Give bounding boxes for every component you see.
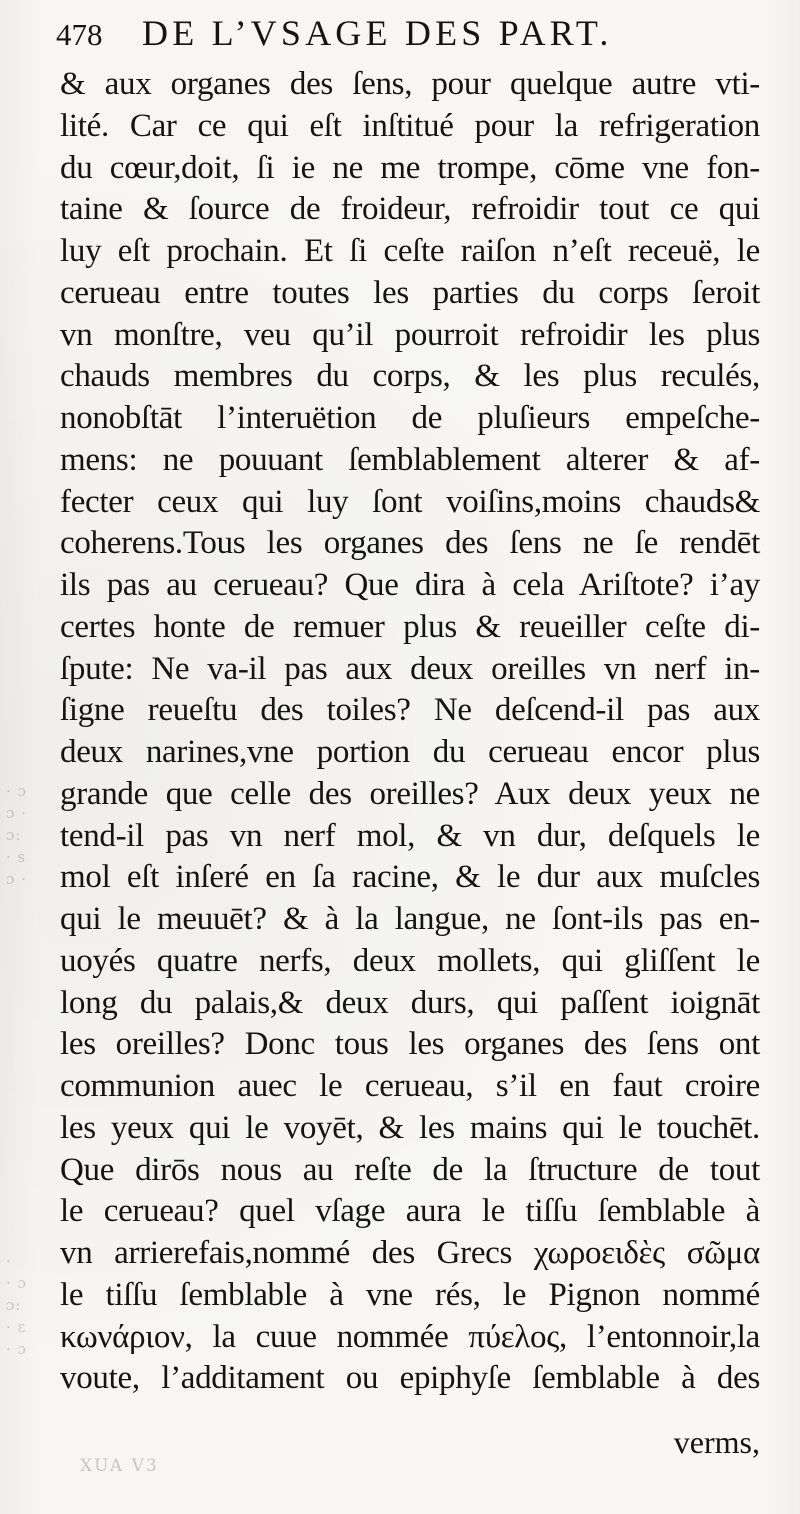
text-line: mens: ne pouuant ſemblablement alterer & af-: [60, 441, 760, 478]
page-header: [56, 12, 736, 58]
text-line: luy eſt prochain. Et ſi ceſte raiſon n’eſt receuë, le: [60, 233, 760, 269]
left-margin-bleed-through-lower: [6, 1250, 46, 1360]
text-line: lité. Car ce qui eſt inſtitué pour la refrigeration: [60, 107, 760, 144]
bleed-through-ghost-text: XUA V3: [80, 1456, 159, 1476]
bleed-mark: ·: [6, 1252, 12, 1270]
text-line: mol eſt inſeré en ſa racine, & le dur aux muſcles: [60, 859, 760, 896]
text-line: les yeux qui le voyēt, & les mains qui le touchēt.: [60, 1109, 760, 1146]
text-line: Que dirōs nous au reſte de la ſtructure de tout: [60, 1151, 760, 1188]
text-line: κωνάριον, la cuue nommée πύελος, l’entonnoir,la: [60, 1318, 760, 1355]
text-line: le tiſſu ſemblable à vne rés, le Pignon nommé: [60, 1276, 760, 1313]
text-line: le cerueau? quel vſage aura le tiſſu ſemblable à: [60, 1193, 760, 1230]
text-line: du cœur,doit, ſi ie ne me trompe, cōme vne fon-: [60, 149, 760, 186]
bleed-mark: · ɔ: [6, 1274, 27, 1292]
bleed-mark: ɔ ·: [6, 804, 27, 822]
text-line: cerueau entre toutes les parties du corps ſeroit: [60, 274, 760, 311]
text-line: chauds membres du corps, & les plus reculés,: [60, 358, 760, 395]
text-line: long du palais,& deux durs, qui paſſent ioignāt: [60, 984, 760, 1021]
text-line: voute, l’additament ou epiphyſe ſemblable à des: [60, 1360, 760, 1397]
text-line: ſpute: Ne va-il pas aux deux oreilles vn nerf in-: [60, 650, 760, 687]
text-line: & aux organes des ſens, pour quelque autre vti-: [60, 66, 760, 102]
text-line: communion auec le cerueau, s’il en faut croire: [60, 1068, 760, 1104]
text-line: deux narines,vne portion du cerueau encor plus: [60, 734, 760, 770]
text-line: uoyés quatre nerfs, deux mollets, qui gliſſent le: [60, 942, 760, 979]
bleed-mark: · s: [6, 848, 27, 866]
text-line: taine & ſource de froideur, refroidir tout ce qui: [60, 191, 760, 228]
text-line: les oreilles? Donc tous les organes des ſens ont: [60, 1026, 760, 1063]
body-text: [60, 64, 760, 1400]
left-margin-bleed-through: [6, 780, 46, 890]
bleed-mark: · ɔ: [6, 782, 27, 800]
bleed-mark: ɔ:: [6, 1296, 22, 1314]
running-title: DE L’VSAGE DES PART.: [142, 13, 613, 53]
text-line: grande que celle des oreilles? Aux deux yeux ne: [60, 775, 760, 812]
bleed-mark: ɔ:: [6, 826, 22, 844]
text-line: fecter ceux qui luy ſont voiſins,moins chauds&: [60, 483, 760, 520]
text-line: ſigne reueſtu des toiles? Ne deſcend-il pas aux: [60, 692, 760, 729]
catchword: verms,: [673, 1424, 760, 1460]
page-number: 478: [56, 17, 103, 52]
text-line: certes honte de remuer plus & reueiller ceſte di-: [60, 608, 760, 645]
text-line: qui le meuuēt? & à la langue, ne ſont-ils pas en-: [60, 901, 760, 937]
text-line: vn arrierefais,nommé des Grecs χωροειδὲς σῶμα: [60, 1235, 760, 1271]
bleed-mark: ɔ ·: [6, 870, 27, 888]
text-line: nonobſtāt l’interuëtion de pluſieurs empeſche-: [60, 400, 760, 436]
bleed-mark: · ε: [6, 1318, 27, 1336]
text-line: vn monſtre, veu qu’il pourroit refroidir les plus: [60, 316, 760, 353]
text-line: ils pas au cerueau? Que dira à cela Ariſtote? i’ay: [60, 567, 760, 603]
text-line: coherens.Tous les organes des ſens ne ſe rendēt: [60, 525, 760, 562]
bleed-mark: · ɔ: [6, 1340, 27, 1358]
text-line: tend-il pas vn nerf mol, & vn dur, deſquels le: [60, 817, 760, 854]
